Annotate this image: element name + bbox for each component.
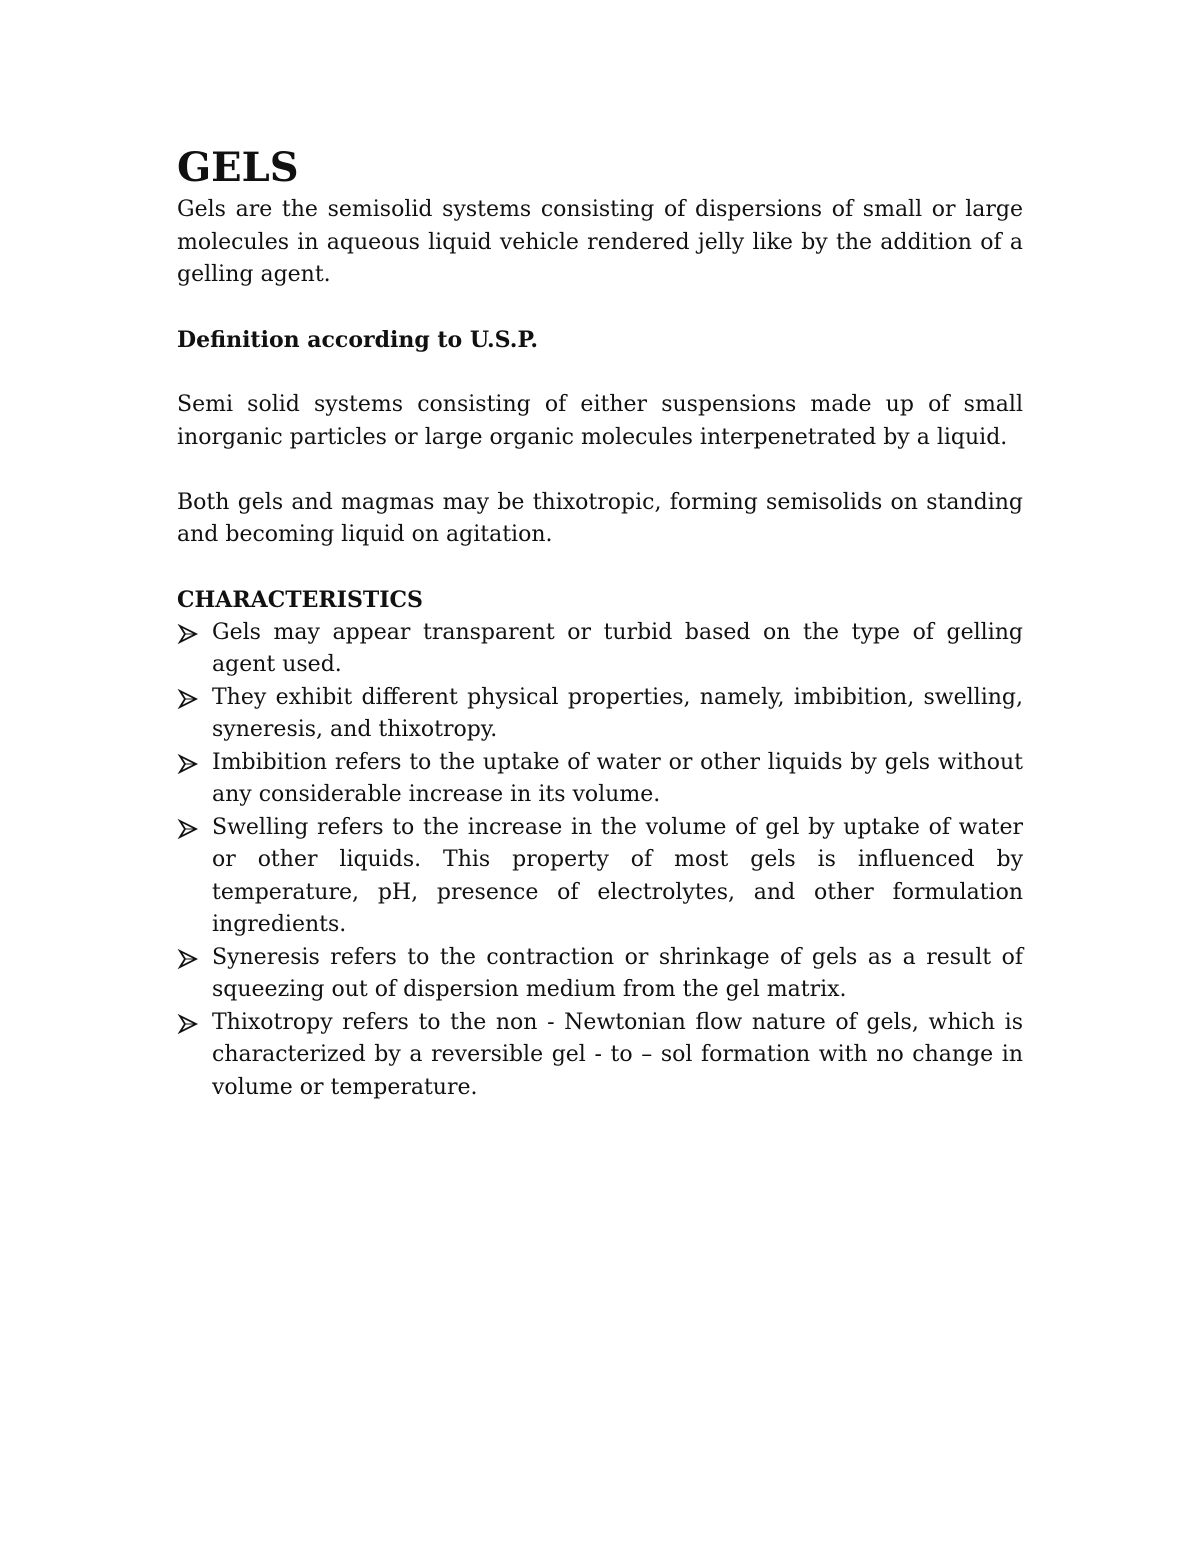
thixotropy-note-paragraph: Both gels and magmas may be thixotropic, forming semisolids on standing and becoming liquid on agitation. — [177, 489, 1023, 547]
characteristics-item-text: Syneresis refers to the contraction or shrinkage of gels as a result of squeezing out of dispersion medium from the gel matrix. — [212, 944, 1023, 1002]
paragraph-spacer — [177, 357, 1023, 390]
arrowhead-bullet-icon — [177, 949, 199, 969]
arrowhead-bullet-icon — [177, 754, 199, 774]
characteristics-item-text: Gels may appear transparent or turbid based on the type of gelling agent used. — [212, 619, 1023, 677]
characteristics-item-text: They exhibit different physical properties, namely, imbibition, swelling, syneresis, and thixotropy. — [212, 684, 1023, 742]
characteristics-item-text: Imbibition refers to the uptake of water or other liquids by gels without any considerable increase in its volume. — [212, 749, 1023, 807]
arrowhead-bullet-icon — [177, 819, 199, 839]
paragraph-spacer — [177, 552, 1023, 585]
characteristics-item-text: Swelling refers to the increase in the volume of gel by uptake of water or other liquids. This property of most gels is influenced by temperature, pH, presence of electrolytes, and other formulation ingredients. — [212, 814, 1023, 937]
characteristics-list-item — [177, 682, 1023, 747]
arrowhead-bullet-icon — [177, 689, 199, 709]
characteristics-item-text: Thixotropy refers to the non - Newtonian flow nature of gels, which is characterized by a reversible gel - to – sol formation with no change in volume or temperature. — [212, 1009, 1023, 1100]
arrowhead-bullet-icon — [177, 1014, 199, 1034]
paragraph-spacer — [177, 292, 1023, 325]
characteristics-list-item — [177, 1007, 1023, 1105]
characteristics-list-item — [177, 617, 1023, 682]
definition-heading: Definition according to U.S.P. — [177, 327, 539, 353]
characteristics-list-item — [177, 747, 1023, 812]
paragraph-spacer — [177, 454, 1023, 487]
arrowhead-bullet-icon — [177, 624, 199, 644]
characteristics-heading: CHARACTERISTICS — [177, 587, 423, 613]
definition-paragraph: Semi solid systems consisting of either suspensions made up of small inorganic particles or large organic molecules interpenetrated by a liquid. — [177, 392, 1023, 450]
document-body — [177, 142, 1023, 1104]
characteristics-list-item — [177, 942, 1023, 1007]
characteristics-list-item — [177, 812, 1023, 942]
intro-paragraph: Gels are the semisolid systems consisting of dispersions of small or large molecules in aqueous liquid vehicle rendered jelly like by the addition of a gelling agent. — [177, 197, 1023, 287]
characteristics-list — [177, 617, 1023, 1105]
document-title: GELS — [177, 144, 299, 191]
